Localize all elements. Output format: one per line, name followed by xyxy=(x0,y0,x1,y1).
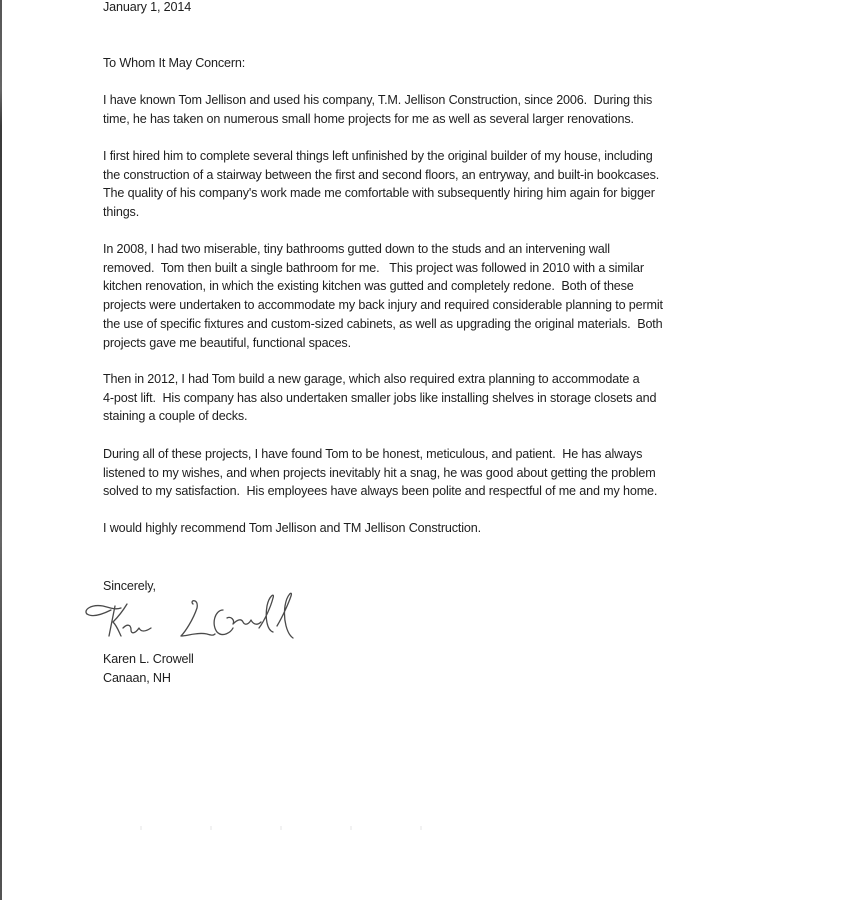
paragraph-line: I first hired him to complete several things left unfinished by the original builder of my house, including xyxy=(103,149,653,163)
signer-name: Karen L. Crowell xyxy=(103,652,194,666)
paragraph-2 xyxy=(103,147,659,222)
paragraph-line: listened to my wishes, and when projects inevitably hit a snag, he was good about getting the problem xyxy=(103,465,656,480)
paragraph-line: Then in 2012, I had Tom build a new garage, which also required extra planning to accommodate a xyxy=(103,372,640,386)
paragraph-line: removed. Tom then built a single bathroom for me. This project was followed in 2010 with a similar xyxy=(103,260,644,275)
paragraph-line: I would highly recommend Tom Jellison and TM Jellison Construction. xyxy=(103,521,481,535)
paragraph-3 xyxy=(103,240,663,352)
paragraph-line: projects were undertaken to accommodate my back injury and required considerable planning to permit xyxy=(103,298,663,313)
paragraph-5 xyxy=(103,445,657,501)
paragraph-line: time, he has taken on numerous small home projects for me as well as several larger renovations. xyxy=(103,111,634,126)
signature-image xyxy=(81,588,311,648)
signer-location: Canaan, NH xyxy=(103,670,171,685)
paragraph-line: The quality of his company's work made me comfortable with subsequently hiring him again for bigger xyxy=(103,186,655,201)
signer-block xyxy=(103,650,194,687)
paragraph-line: solved to my satisfaction. His employees have always been polite and respectful of me and my home. xyxy=(103,484,658,499)
salutation: To Whom It May Concern: xyxy=(103,56,246,70)
paragraph-line: kitchen renovation, in which the existing kitchen was gutted and completely redone. Both of these xyxy=(103,279,634,294)
paragraph-line: the use of specific fixtures and custom-sized cabinets, as well as upgrading the original materials. Both xyxy=(103,316,663,331)
paragraph-line: 4-post lift. His company has also undertaken smaller jobs like installing shelves in storage closets and xyxy=(103,390,657,405)
paragraph-line: projects gave me beautiful, functional spaces. xyxy=(103,335,351,350)
paragraph-line: During all of these projects, I have found Tom to be honest, meticulous, and patient. He has always xyxy=(103,447,643,461)
paragraph-line: In 2008, I had two miserable, tiny bathrooms gutted down to the studs and an intervening wall xyxy=(103,242,610,256)
scan-edge-shadow xyxy=(0,0,2,900)
reference-letter xyxy=(103,0,803,685)
paragraph-line: things. xyxy=(103,205,140,220)
paragraph-line: the construction of a stairway between the first and second floors, an entryway, and built-in bookcases. xyxy=(103,167,660,182)
paragraph-6 xyxy=(103,519,481,538)
paragraph-line: I have known Tom Jellison and used his company, T.M. Jellison Construction, since 2006. During this xyxy=(103,93,653,107)
paragraph-4 xyxy=(103,370,656,426)
letter-date: January 1, 2014 xyxy=(103,0,192,14)
paragraph-1 xyxy=(103,91,652,128)
closing: Sincerely, xyxy=(103,579,156,593)
paragraph-line: staining a couple of decks. xyxy=(103,409,248,424)
scan-artifact xyxy=(100,826,440,830)
